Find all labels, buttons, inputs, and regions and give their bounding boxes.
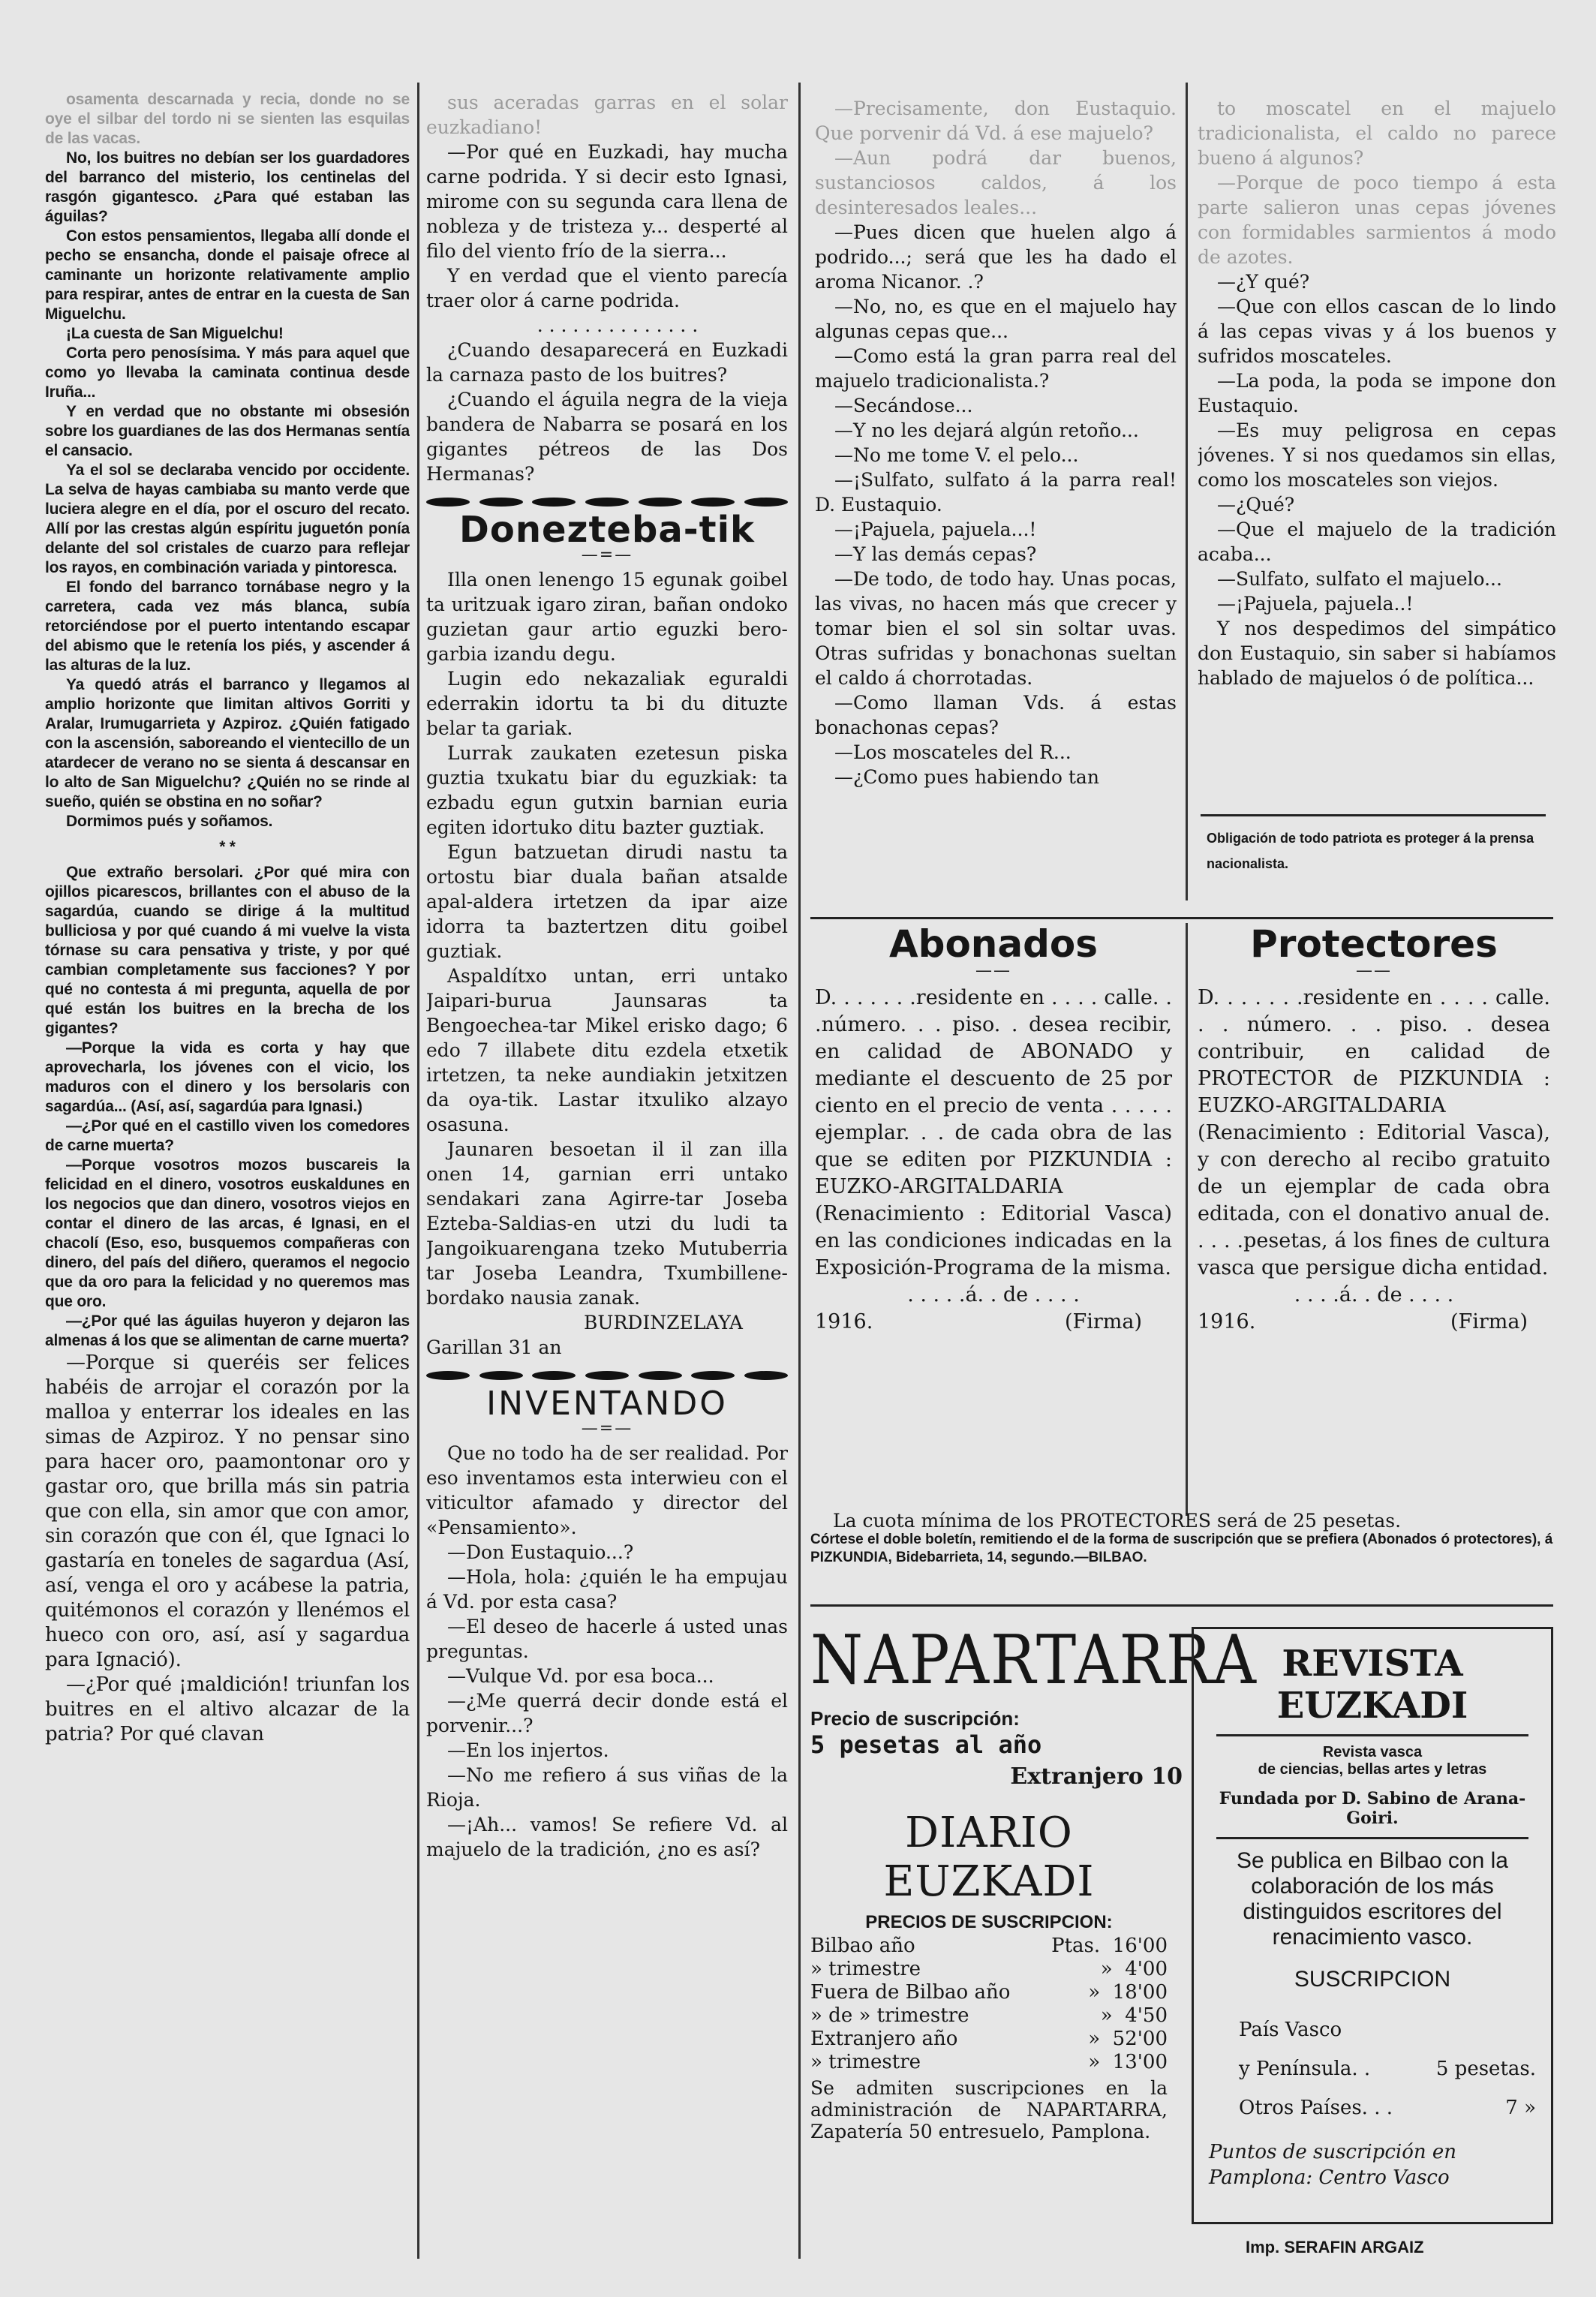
- col4-para-8: Y nos despedimos del simpático don Eustaquio, sin saber si habíamos hablado de majuelos ó de política...: [1198, 618, 1556, 689]
- col3-para-1: —No, no, es que en el majuelo hay algunas cepas que...: [815, 296, 1177, 342]
- dateline: Garillan 31 an: [426, 1336, 562, 1358]
- revista-points: Puntos de suscripción en Pamplona: Centro Vasco: [1209, 2141, 1457, 2189]
- cut-note: Córtese el doble boletín, remitiendo el de la forma de suscripción que se prefiera (Abonados ó protectores), á PIZKUNDIA, Bidebarrieta, 14, segundo.—BILBAO.: [810, 1532, 1553, 1565]
- diario-row-label: Bilbao año: [810, 1935, 915, 1957]
- col2-eus-3: Egun batzuetan dirudi nastu ta ortostu biar duala bañan atsalde apal-aldera irtetzen da ipar aize idorra ta baztertzen ditu goibel guztiak.: [426, 841, 788, 962]
- col4-para-0: —¿Y qué?: [1217, 271, 1310, 293]
- col2-eus-0: Illa onen lenengo 15 egunak goibel ta uritzuak igaro ziran, bañan ondoko guzietan gaur artio eguzki bero-garbia izandu degu.: [426, 569, 788, 665]
- protectores-rule: ——: [1356, 961, 1392, 980]
- imprint: Imp. SERAFIN ARGAIZ: [1246, 2238, 1424, 2256]
- col4-para-3: —Es muy peligrosa en cepas jóvenes. Y si nos quedamos sin ellas, como los moscateles son viejos.: [1198, 419, 1556, 491]
- diario-row-label: » de » trimestre: [810, 2004, 969, 2027]
- col4-para-5: —Que el majuelo de la tradición acaba...: [1198, 519, 1556, 565]
- col2-inv-1: —Don Eustaquio...?: [447, 1541, 634, 1563]
- column-1: [45, 90, 410, 2251]
- revista-ad: [1192, 1627, 1553, 2224]
- revista-subtitle1: Revista vasca: [1322, 1744, 1423, 1760]
- diario-row-label: » trimestre: [810, 2051, 921, 2073]
- diario-row-mid: »: [1088, 1981, 1101, 2004]
- revista-subtitle2: de ciencias, bellas artes y letras: [1258, 1761, 1487, 1778]
- section-rule-ads: [810, 1604, 1553, 1607]
- diario-row-0: [810, 1935, 1168, 1958]
- col3-para-11: —Los moscateles del R...: [834, 741, 1072, 763]
- diario-row-1: [810, 1958, 1168, 1981]
- donezteba-heading: Donezteba-tik: [459, 509, 755, 551]
- revista-row3-value: 7 »: [1505, 2097, 1536, 2119]
- revista-body: Se publica en Bilbao con la colaboración de los más distinguidos escritores del renacimiento vasco.: [1237, 1848, 1508, 1950]
- abonados-date-line: . . . . .á. . de . . . .: [907, 1283, 1080, 1306]
- heading-dash: —=—: [581, 546, 633, 564]
- col2-eus-5: Jaunaren besoetan il il zan illa onen 14, garnian erri untako sendakari zana Agirre-tar Joseba Ezteba-Saldias-en utzi du ludi ta Jangoikuarengana tzeko Mutuberria tar Joseba Leandra, Txumbillene-bordako nausia zanak.: [426, 1138, 788, 1309]
- col4-para-7: —¡Pajuela, pajuela..!: [1217, 593, 1414, 615]
- col2-inv-8: —¡Ah... vamos! Se refiere Vd. al majuelo de la tradición, ¿no es así?: [426, 1814, 788, 1860]
- col2-eus-2: Lurrak zaukaten ezetesun piska guztia txukatu biar du eguzkiak: ta ezbadu egun gutxin barnian euria egiten idortuko ditu bazter guztiak.: [426, 742, 788, 838]
- col3-para-3: —Secándose...: [834, 395, 973, 416]
- col2-inv-5: —¿Me querrá decir donde está el porvenir...?: [426, 1690, 788, 1736]
- col3-para-10: —Como llaman Vds. á estas bonachonas cepas?: [815, 692, 1177, 738]
- col4-faded-1: —Porque de poco tiempo á esta parte salieron unas cepas jóvenes con formidables sarmientos á modo de azotes.: [1198, 172, 1556, 268]
- revista-row2-label: y Península. .: [1239, 2058, 1371, 2080]
- protectores-title: Protectores: [1250, 922, 1498, 966]
- col1-para-8: Ya quedó atrás el barranco y llegamos al amplio horizonte que limitan altivos Gorriti y Aralar, Irumugarrieta y Azpiroz. ¿Quién fatigado con la ascensión, saboreando el vientecillo de un atardecer de verano no se sienta á descansar en lo alto de San Miguelchu? ¿Quién no se rinde al sueño, quién se obstina en no soñar?: [45, 676, 410, 810]
- column-3: [815, 96, 1177, 906]
- col4-para-1: —Que con ellos cascan de lo lindo á las cepas vivas y á los buenos y sufridos moscateles.: [1198, 296, 1556, 367]
- col2-faded-0: sus aceradas garras en el solar euzkadiano!: [426, 92, 788, 138]
- napartarra-title: NAPARTARRA: [810, 1621, 1258, 1700]
- col4-faded-0: to moscatel en el majuelo tradicionalista, el caldo no parece bueno á algunos?: [1198, 98, 1556, 169]
- abonados-title: Abonados: [888, 922, 1099, 966]
- abonados-rule: ——: [975, 961, 1011, 980]
- diario-row-4: [810, 2028, 1168, 2051]
- col1-para-12: —Porque la vida es corta y hay que aprovecharla, los jóvenes con el vicio, los maduros con el dinero y los bersolaris con sagardúa... (Así, así, sagardúa para Ignasi.): [45, 1039, 410, 1115]
- col3-para-9: —De todo, de todo hay. Unas pocas, las vivas, no hacen más que crecer y tomar bien el sol sin soltar uvas. Otras sufridas y bonachonas sueltan el caldo á chorrotadas.: [815, 568, 1177, 689]
- col1-para-2: Con estos pensamientos, llegaba allí donde el pecho se ensancha, donde el paisaje ofrece al caminante un horizonte relativamente amplio para respirar, antes de entrar en la cuesta de San Miguelchu.: [45, 227, 410, 323]
- diario-row-label: Extranjero año: [810, 2028, 958, 2050]
- col2-para-4: ¿Cuando el águila negra de la vieja bandera de Nabarra se posará en los gigantes pétreos de las Dos Hermanas?: [426, 389, 788, 485]
- col4-para-6: —Sulfato, sulfato el majuelo...: [1217, 568, 1502, 590]
- revista-row1: País Vasco: [1239, 2019, 1342, 2041]
- heading-dash-2: —=—: [581, 1419, 633, 1438]
- col4-para-4: —¿Qué?: [1217, 494, 1295, 516]
- column-4: [1198, 96, 1556, 809]
- revista-row3-label: Otros Países. . .: [1239, 2097, 1393, 2119]
- napartarra-price: 5 pesetas al año: [810, 1730, 1042, 1759]
- col1-para-3: ¡La cuesta de San Miguelchu!: [66, 325, 284, 342]
- col1-para-7: El fondo del barranco tornábase negro y la carretera, cada vez más blanca, subía retorciéndose por el puerto intentando escapar del abismo que le retenía los piés, y ascender á las alturas de la luz.: [45, 579, 410, 674]
- form-divider: [1186, 923, 1188, 1516]
- ornament-rule: [426, 494, 788, 510]
- protectores-date-line: . . . .á. . de . . . .: [1294, 1283, 1454, 1306]
- col1-para-15: —¿Por qué las águilas huyeron y dejaron las almenas á los que se alimentan de carne muerta?: [45, 1312, 410, 1349]
- diario-row-mid: »: [1100, 2004, 1113, 2027]
- abonados-form: [815, 922, 1172, 1336]
- diario-row-label: Fuera de Bilbao año: [810, 1981, 1011, 2004]
- col2-inv-2: —Hola, hola: ¿quién le ha empujau á Vd. por esta casa?: [426, 1566, 788, 1613]
- column-rule-2: [798, 83, 801, 2259]
- diario-footer: Se admiten suscripciones en la administración de NAPARTARRA, Zapatería 50 entresuelo, Pamplona.: [810, 2077, 1168, 2142]
- col4-para-2: —La poda, la poda se impone don Eustaquio.: [1198, 370, 1556, 416]
- col3-para-8: —Y las demás cepas?: [834, 543, 1037, 565]
- col1-para-13: —¿Por qué en el castillo viven los comedores de carne muerta?: [45, 1117, 410, 1154]
- col3-para-6: —¡Sulfato, sulfato á la parra real! D. Eustaquio.: [815, 469, 1177, 516]
- column-rule-3: [1186, 83, 1188, 900]
- diario-ad: [810, 1808, 1168, 2142]
- obligation-notice: Obligación de todo patriota es proteger á la prensa nacionalista.: [1207, 831, 1534, 871]
- abonados-firma: (Firma): [1064, 1310, 1142, 1333]
- col3-para-0: —Pues dicen que huelen algo á podrido...; será que les ha dado el aroma Nicanor. .?: [815, 221, 1177, 293]
- col2-inv-4: —Vulque Vd. por esa boca...: [447, 1665, 714, 1687]
- col3-faded-0: —Precisamente, don Eustaquio. Que porvenir dá Vd. á ese majuelo?: [815, 98, 1177, 144]
- column-rule-1: [417, 83, 419, 2259]
- revista-title: REVISTA EUZKADI: [1276, 1643, 1468, 1727]
- col1-para-6: Ya el sol se declaraba vencido por occidente. La selva de hayas cambiaba su manto verde que luciera alegre en el día, por el oscuro del recato. Allí por las crestas algún espíritu juguetón ponía delante del sol cristales de cuarzo para reflejar los rayos, en combinación variada y pintoresca.: [45, 462, 410, 576]
- column-2: [426, 90, 788, 2251]
- col1-tail-1: —¿Por qué ¡maldición! triunfan los buitres en el altivo alcazar de la patria? Por qué clavan: [45, 1673, 410, 1745]
- col1-para-11: Que extraño bersolari. ¿Por qué mira con ojillos picarescos, brillantes con el abuso de la sagardúa, cuando se dirige á la multitud bulliciosa y por qué cuando á mi vuelve la vista tórnase su cara pensativa y triste, y por qué cambian completamente sus facciones? Y por qué no contesta á mi pregunta, aquella de por qué están los buitres en la brecha de los gigantes?: [45, 864, 410, 1037]
- col2-inv-0: Que no todo ha de ser realidad. Por eso inventamos esta interwieu con el viticultor afamado y director del «Pensamiento».: [426, 1442, 788, 1538]
- revista-row2-value: 5 pesetas.: [1435, 2058, 1536, 2080]
- col3-para-2: —Como está la gran parra real del majuelo tradicionalista.?: [815, 345, 1177, 392]
- col3-faded-1: —Aun podrá dar buenos, sustanciosos caldos, á los desinteresados leales...: [815, 147, 1177, 218]
- napartarra-price-label: Precio de suscripción:: [810, 1707, 1020, 1730]
- diario-row-mid: »: [1100, 1958, 1113, 1980]
- revista-rule-2: [1216, 1837, 1528, 1839]
- diario-title: DIARIO EUZKADI: [883, 1808, 1095, 1906]
- col2-dots: . . . . . . . . . . . . . .: [537, 314, 699, 336]
- protectores-form: [1198, 922, 1550, 1336]
- diario-row-value: 4'00: [1125, 1958, 1168, 1980]
- diario-row-3: [810, 2004, 1168, 2028]
- col1-para-4: Corta pero penosísima. Y más para aquel que como yo llevaba la caminata continua desde Iruña...: [45, 344, 410, 401]
- cuota-note: La cuota mínima de los PROTECTORES será de 25 pesetas.: [833, 1510, 1402, 1532]
- diario-row-value: 16'00: [1112, 1935, 1168, 1957]
- diario-row-mid: Ptas.: [1051, 1935, 1101, 1957]
- protectores-body: D. . . . . . .residente en . . . . calle. . . número. . . piso. . desea contribuir, en calidad de PROTECTOR de PIZKUNDIA : EUZKO-ARGITALDARIA (Renacimiento : Editorial Vasca), y con derecho al recibo gratuito de un ejemplar de cada obra editada, con el donativo anual de. . . . .pesetas, á los fines de cultura vasca que persigue dicha entidad.: [1198, 986, 1550, 1279]
- diario-row-2: [810, 1981, 1168, 2004]
- col4-rule: [1201, 814, 1546, 816]
- col2-para-1: Y en verdad que el viento parecía traer olor á carne podrida.: [426, 265, 788, 311]
- col2-inv-7: —No me refiero á sus viñas de la Rioja.: [426, 1764, 788, 1811]
- revista-founded: Fundada por D. Sabino de Arana-Goiri.: [1219, 1789, 1526, 1828]
- col2-eus-4: Aspaldítxo untan, erri untako Jaipari-burua Jaunsaras ta Bengoechea-tar Mikel erisko dago; 6 edo 7 illabete ditu ezdela etxetik irtetzen, ta neke aundiakin jetxitzen da oya-tik. Lastar itxuliko alzayo osasuna.: [426, 965, 788, 1135]
- inventando-heading: INVENTANDO: [486, 1385, 728, 1423]
- col1-para-5: Y en verdad que no obstante mi obsesión sobre los guardianes de las dos Hermanas sentía el cansacio.: [45, 403, 410, 459]
- diario-row-5: [810, 2051, 1168, 2074]
- diario-row-value: 4'50: [1125, 2004, 1168, 2027]
- col1-tail-0: —Porque si queréis ser felices habéis de arrojar el corazón por la malloa y enterrar los ideales en las simas de Azpiroz. Y no pensar sino para hacer oro, paamontonar oro y gastar oro, que brilla más sin patria que con ella, sin amor que con amor, sin corazón que con él, que Ignaci lo gastaría en toneles de sagardua (Así, así, venga el oro y acábese la patria, quitémonos el corazón y llenémos el hueco con oro, así, así y sagardua para Ignació).: [45, 1351, 410, 1671]
- diario-row-label: » trimestre: [810, 1958, 921, 1980]
- col2-inv-3: —El deseo de hacerle á usted unas preguntas.: [426, 1616, 788, 1662]
- col1-para-0: osamenta descarnada y recia, donde no se oye el silbar del tordo ni se sienten las esquilas de las vacas.: [45, 91, 410, 147]
- diario-row-mid: »: [1088, 2051, 1101, 2073]
- ornament-rule-2: [426, 1367, 788, 1384]
- col3-para-5: —No me tome V. el pelo...: [834, 444, 1079, 466]
- napartarra-ad: [810, 1621, 1258, 1790]
- napartarra-foreign: Extranjero 10: [1010, 1763, 1183, 1790]
- protectores-year: 1916.: [1198, 1310, 1256, 1333]
- col3-para-7: —¡Pajuela, pajuela...!: [834, 519, 1037, 540]
- diario-row-value: 18'00: [1112, 1981, 1168, 2004]
- col1-para-14: —Porque vosotros mozos buscareis la felicidad en el dinero, vosotros euskaldunes en los negocios que dan dinero, vosotros viejos en contar el dinero de las arcas, é Ignasi, en el chacolí (Eso, eso, busquemos compañeras con dinero, del país del diñero, queramos el negocio que da oro para la felicidad y no queremos mas que oro.: [45, 1156, 410, 1310]
- protectores-firma: (Firma): [1450, 1310, 1528, 1333]
- col3-para-4: —Y no les dejará algún retoño...: [834, 419, 1139, 441]
- col3-para-12: —¿Como pues habiendo tan: [834, 766, 1099, 788]
- signature: BURDINZELAYA: [584, 1312, 743, 1333]
- abonados-body: D. . . . . . .residente en . . . . calle. . .número. . . piso. . desea recibir, en calidad de ABONADO y mediante el descuento de 25 por ciento en el precio de venta . . . . . ejemplar. . . de cada obra de las que se editen por PIZKUNDIA : EUZKO-ARGITALDARIA (Renacimiento : Editorial Vasca) en las condiciones indicadas en la Exposición-Programa de la misma.: [815, 986, 1172, 1279]
- revista-sus-label: SUSCRIPCION: [1294, 1967, 1451, 1992]
- diario-row-mid: »: [1088, 2028, 1101, 2050]
- revista-rule: [1216, 1734, 1528, 1736]
- diario-row-value: 13'00: [1112, 2051, 1168, 2073]
- section-rule-forms: [810, 917, 1553, 919]
- col1-para-1: No, los buitres no debían ser los guardadores del barranco del misterio, los centinelas del rasgón gigantesco. ¿Para qué estaban las águilas?: [45, 149, 410, 225]
- col1-para-9: Dormimos pués y soñamos.: [66, 813, 273, 830]
- col2-eus-1: Lugin edo nekazaliak eguraldi ederrakin idortu ta bi du dituzte belar ta gariak.: [426, 668, 788, 739]
- col2-inv-6: —En los injertos.: [447, 1739, 609, 1761]
- col1-separator: * *: [219, 838, 236, 855]
- col2-para-3: ¿Cuando desaparecerá en Euzkadi la carnaza pasto de los buitres?: [426, 339, 788, 386]
- diario-row-value: 52'00: [1112, 2028, 1168, 2050]
- diario-prices-label: PRECIOS DE SUSCRIPCION:: [865, 1912, 1113, 1932]
- col2-para-0: —Por qué en Euzkadi, hay mucha carne podrida. Y si decir esto Ignasi, mirome con su segunda cara llena de nobleza y de tristeza y... desperté al filo del viento frío de la sierra...: [426, 141, 788, 262]
- abonados-year: 1916.: [815, 1310, 873, 1333]
